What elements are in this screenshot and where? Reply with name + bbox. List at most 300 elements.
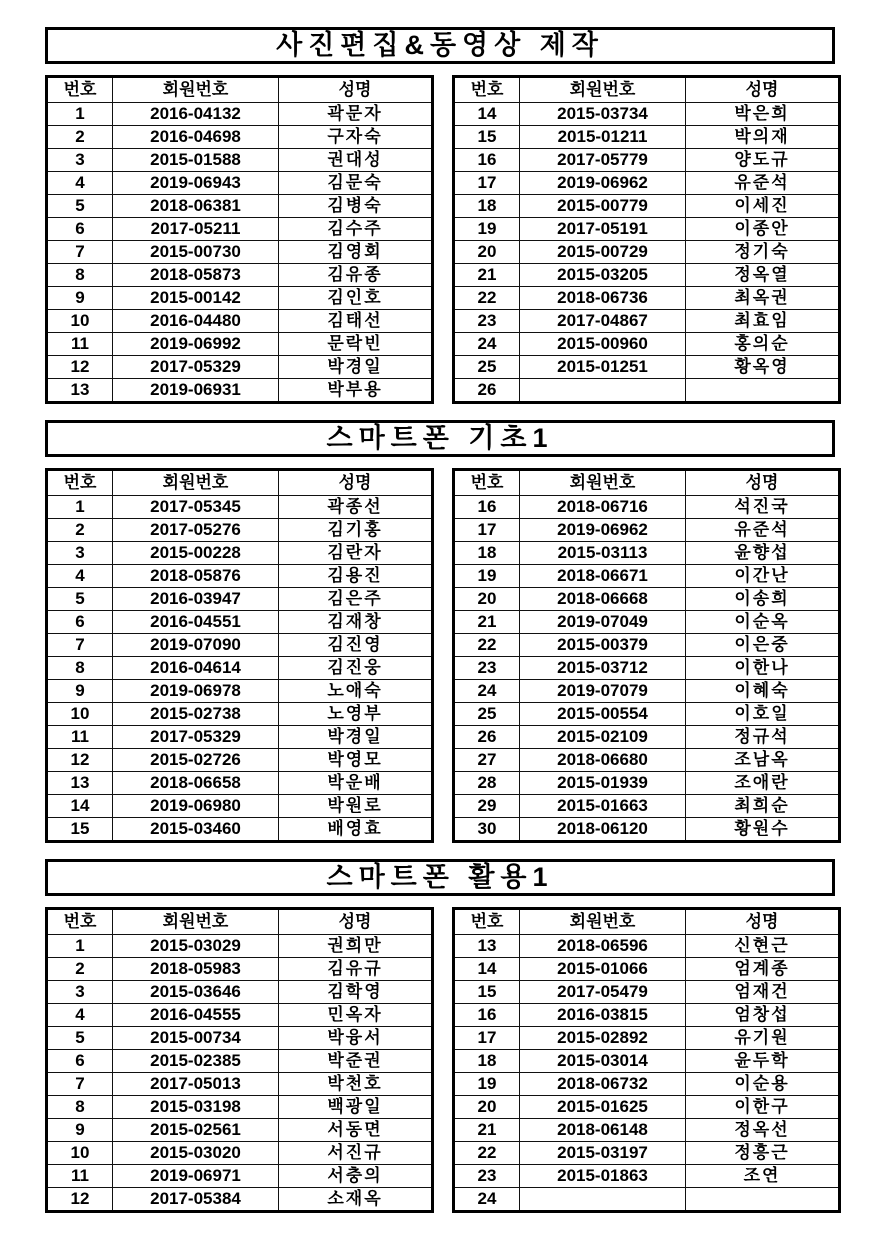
member-index-cell: 8 <box>47 1096 113 1119</box>
member-name-cell: 박천호 <box>279 1073 433 1096</box>
member-id-cell: 2019-06980 <box>113 795 279 818</box>
table-row <box>454 1004 840 1027</box>
member-name-cell: 이한구 <box>686 1096 840 1119</box>
table-row <box>454 657 840 680</box>
column-header: 성명 <box>686 470 840 496</box>
member-index-cell: 15 <box>454 981 520 1004</box>
course-section-smartphone-advanced <box>45 859 835 1213</box>
table-row <box>454 218 840 241</box>
member-index-cell: 11 <box>47 333 113 356</box>
member-id-cell: 2015-03205 <box>520 264 686 287</box>
member-index-cell: 9 <box>47 287 113 310</box>
member-index-cell: 4 <box>47 565 113 588</box>
table-row <box>454 935 840 958</box>
roster-table-left <box>45 907 434 1213</box>
member-index-cell: 19 <box>454 565 520 588</box>
member-index-cell: 12 <box>47 749 113 772</box>
member-id-cell: 2016-03815 <box>520 1004 686 1027</box>
table-row <box>454 795 840 818</box>
member-id-cell: 2017-05384 <box>113 1188 279 1212</box>
member-index-cell: 1 <box>47 496 113 519</box>
member-name-cell: 이은중 <box>686 634 840 657</box>
member-id-cell: 2019-06962 <box>520 519 686 542</box>
member-name-cell: 정옥선 <box>686 1119 840 1142</box>
member-id-cell: 2018-06732 <box>520 1073 686 1096</box>
member-name-cell: 최희순 <box>686 795 840 818</box>
member-name-cell: 김진영 <box>279 634 433 657</box>
member-index-cell: 20 <box>454 1096 520 1119</box>
table-row <box>454 588 840 611</box>
member-index-cell: 10 <box>47 703 113 726</box>
member-name-cell <box>686 379 840 403</box>
column-header: 회원번호 <box>113 77 279 103</box>
member-index-cell: 7 <box>47 634 113 657</box>
table-row <box>454 772 840 795</box>
member-id-cell <box>520 1188 686 1212</box>
member-id-cell: 2018-06120 <box>520 818 686 842</box>
header-row <box>47 909 433 935</box>
member-id-cell: 2018-06658 <box>113 772 279 795</box>
member-index-cell: 26 <box>454 726 520 749</box>
table-row <box>47 981 433 1004</box>
member-name-cell: 문락빈 <box>279 333 433 356</box>
member-id-cell: 2017-05329 <box>113 356 279 379</box>
member-id-cell: 2015-02892 <box>520 1027 686 1050</box>
member-id-cell: 2015-03113 <box>520 542 686 565</box>
member-name-cell: 김병숙 <box>279 195 433 218</box>
column-header: 번호 <box>454 909 520 935</box>
table-row <box>454 1119 840 1142</box>
table-row <box>47 1096 433 1119</box>
member-id-cell: 2015-02561 <box>113 1119 279 1142</box>
member-id-cell: 2019-07079 <box>520 680 686 703</box>
member-name-cell: 양도규 <box>686 149 840 172</box>
table-row <box>454 356 840 379</box>
member-index-cell: 30 <box>454 818 520 842</box>
member-name-cell <box>686 1188 840 1212</box>
member-index-cell: 11 <box>47 726 113 749</box>
table-row <box>47 1027 433 1050</box>
member-id-cell: 2015-00729 <box>520 241 686 264</box>
table-row <box>454 519 840 542</box>
member-index-cell: 13 <box>47 379 113 403</box>
column-header: 번호 <box>454 470 520 496</box>
header-row <box>47 77 433 103</box>
member-id-cell: 2018-05983 <box>113 958 279 981</box>
member-name-cell: 윤두학 <box>686 1050 840 1073</box>
member-name-cell: 박경일 <box>279 356 433 379</box>
column-header: 회원번호 <box>520 470 686 496</box>
member-name-cell: 박원로 <box>279 795 433 818</box>
column-header: 회원번호 <box>520 77 686 103</box>
member-index-cell: 5 <box>47 588 113 611</box>
member-name-cell: 박은희 <box>686 103 840 126</box>
member-name-cell: 조애란 <box>686 772 840 795</box>
table-row <box>454 287 840 310</box>
table-row <box>454 749 840 772</box>
table-row <box>47 634 433 657</box>
member-index-cell: 16 <box>454 496 520 519</box>
member-index-cell: 14 <box>47 795 113 818</box>
member-name-cell: 신현근 <box>686 935 840 958</box>
member-id-cell: 2019-07090 <box>113 634 279 657</box>
member-name-cell: 김기홍 <box>279 519 433 542</box>
member-name-cell: 서충의 <box>279 1165 433 1188</box>
member-id-cell: 2018-05873 <box>113 264 279 287</box>
member-id-cell: 2016-04555 <box>113 1004 279 1027</box>
table-row <box>47 287 433 310</box>
member-index-cell: 17 <box>454 1027 520 1050</box>
table-row <box>47 1004 433 1027</box>
member-name-cell: 유준석 <box>686 172 840 195</box>
member-name-cell: 이호일 <box>686 703 840 726</box>
table-row <box>454 1096 840 1119</box>
member-id-cell: 2015-03014 <box>520 1050 686 1073</box>
roster-table-left <box>45 468 434 843</box>
member-id-cell: 2019-06978 <box>113 680 279 703</box>
member-name-cell: 정흥근 <box>686 1142 840 1165</box>
table-row <box>454 958 840 981</box>
member-name-cell: 엄창섭 <box>686 1004 840 1027</box>
member-index-cell: 14 <box>454 958 520 981</box>
column-header: 번호 <box>47 909 113 935</box>
member-index-cell: 28 <box>454 772 520 795</box>
member-index-cell: 12 <box>47 356 113 379</box>
member-index-cell: 13 <box>454 935 520 958</box>
member-name-cell: 김용진 <box>279 565 433 588</box>
member-index-cell: 22 <box>454 287 520 310</box>
table-row <box>47 496 433 519</box>
member-index-cell: 25 <box>454 703 520 726</box>
member-id-cell: 2015-00730 <box>113 241 279 264</box>
member-name-cell: 김진웅 <box>279 657 433 680</box>
member-name-cell: 노영부 <box>279 703 433 726</box>
member-index-cell: 21 <box>454 611 520 634</box>
table-row <box>454 1165 840 1188</box>
table-row <box>454 1142 840 1165</box>
member-name-cell: 박운배 <box>279 772 433 795</box>
member-name-cell: 이순옥 <box>686 611 840 634</box>
table-row <box>47 1142 433 1165</box>
member-index-cell: 25 <box>454 356 520 379</box>
member-name-cell: 홍의순 <box>686 333 840 356</box>
member-name-cell: 조연 <box>686 1165 840 1188</box>
member-name-cell: 김영회 <box>279 241 433 264</box>
course-section-smartphone-basic <box>45 420 835 843</box>
member-index-cell: 24 <box>454 1188 520 1212</box>
table-row <box>454 333 840 356</box>
member-id-cell: 2015-01211 <box>520 126 686 149</box>
course-title: 스마트폰 기초1 <box>45 420 835 457</box>
table-row <box>454 149 840 172</box>
member-name-cell: 김태선 <box>279 310 433 333</box>
member-index-cell: 2 <box>47 519 113 542</box>
table-row <box>454 126 840 149</box>
member-index-cell: 6 <box>47 218 113 241</box>
member-index-cell: 17 <box>454 519 520 542</box>
member-name-cell: 배영효 <box>279 818 433 842</box>
member-index-cell: 23 <box>454 657 520 680</box>
member-id-cell: 2015-00960 <box>520 333 686 356</box>
table-row <box>454 172 840 195</box>
member-name-cell: 김유규 <box>279 958 433 981</box>
member-name-cell: 석진국 <box>686 496 840 519</box>
member-name-cell: 김수주 <box>279 218 433 241</box>
table-row <box>47 818 433 842</box>
member-id-cell: 2016-04551 <box>113 611 279 634</box>
member-index-cell: 23 <box>454 310 520 333</box>
roster-tables <box>45 75 835 404</box>
table-row <box>47 680 433 703</box>
member-index-cell: 5 <box>47 1027 113 1050</box>
column-header: 성명 <box>686 909 840 935</box>
column-header: 성명 <box>279 470 433 496</box>
table-row <box>47 1188 433 1212</box>
member-name-cell: 구자숙 <box>279 126 433 149</box>
table-row <box>47 1073 433 1096</box>
member-name-cell: 박경일 <box>279 726 433 749</box>
member-name-cell: 유준석 <box>686 519 840 542</box>
member-id-cell: 2015-03460 <box>113 818 279 842</box>
table-row <box>47 241 433 264</box>
table-row <box>47 218 433 241</box>
member-id-cell: 2015-03197 <box>520 1142 686 1165</box>
member-id-cell: 2017-05345 <box>113 496 279 519</box>
member-id-cell: 2016-04480 <box>113 310 279 333</box>
member-name-cell: 노애숙 <box>279 680 433 703</box>
table-row <box>454 703 840 726</box>
member-name-cell: 김학영 <box>279 981 433 1004</box>
table-row <box>47 542 433 565</box>
member-name-cell: 서진규 <box>279 1142 433 1165</box>
member-index-cell: 4 <box>47 1004 113 1027</box>
table-row <box>454 1188 840 1212</box>
member-id-cell: 2018-06716 <box>520 496 686 519</box>
table-row <box>47 195 433 218</box>
member-name-cell: 최효임 <box>686 310 840 333</box>
member-index-cell: 9 <box>47 1119 113 1142</box>
member-id-cell: 2016-04614 <box>113 657 279 680</box>
member-name-cell: 이종안 <box>686 218 840 241</box>
table-row <box>47 379 433 403</box>
member-name-cell: 이세진 <box>686 195 840 218</box>
table-row <box>47 726 433 749</box>
member-index-cell: 6 <box>47 611 113 634</box>
member-index-cell: 6 <box>47 1050 113 1073</box>
member-id-cell: 2016-04698 <box>113 126 279 149</box>
member-id-cell <box>520 379 686 403</box>
member-name-cell: 서동면 <box>279 1119 433 1142</box>
member-name-cell: 김재창 <box>279 611 433 634</box>
member-name-cell: 박준권 <box>279 1050 433 1073</box>
member-name-cell: 소재옥 <box>279 1188 433 1212</box>
header-row <box>47 470 433 496</box>
table-row <box>454 195 840 218</box>
table-row <box>47 310 433 333</box>
member-name-cell: 권희만 <box>279 935 433 958</box>
member-id-cell: 2015-01939 <box>520 772 686 795</box>
member-id-cell: 2017-04867 <box>520 310 686 333</box>
header-row <box>454 909 840 935</box>
table-row <box>454 1050 840 1073</box>
table-row <box>454 310 840 333</box>
table-row <box>454 634 840 657</box>
member-index-cell: 24 <box>454 333 520 356</box>
member-index-cell: 13 <box>47 772 113 795</box>
member-index-cell: 21 <box>454 264 520 287</box>
column-header: 성명 <box>279 77 433 103</box>
member-name-cell: 이한나 <box>686 657 840 680</box>
member-id-cell: 2015-01625 <box>520 1096 686 1119</box>
roster-table-right <box>452 75 841 404</box>
member-index-cell: 1 <box>47 935 113 958</box>
member-id-cell: 2015-03646 <box>113 981 279 1004</box>
member-id-cell: 2015-01863 <box>520 1165 686 1188</box>
member-id-cell: 2015-03029 <box>113 935 279 958</box>
member-index-cell: 18 <box>454 542 520 565</box>
member-id-cell: 2015-03198 <box>113 1096 279 1119</box>
table-row <box>47 264 433 287</box>
member-id-cell: 2015-02726 <box>113 749 279 772</box>
member-index-cell: 16 <box>454 149 520 172</box>
column-header: 번호 <box>47 77 113 103</box>
member-id-cell: 2017-05191 <box>520 218 686 241</box>
member-id-cell: 2015-02738 <box>113 703 279 726</box>
table-row <box>47 149 433 172</box>
member-id-cell: 2015-01663 <box>520 795 686 818</box>
table-row <box>47 611 433 634</box>
header-row <box>454 470 840 496</box>
member-id-cell: 2018-06671 <box>520 565 686 588</box>
table-row <box>47 103 433 126</box>
member-name-cell: 김란자 <box>279 542 433 565</box>
roster-table-right <box>452 468 841 843</box>
member-name-cell: 정옥열 <box>686 264 840 287</box>
column-header: 번호 <box>47 470 113 496</box>
member-name-cell: 황옥영 <box>686 356 840 379</box>
member-id-cell: 2017-05779 <box>520 149 686 172</box>
member-name-cell: 백광일 <box>279 1096 433 1119</box>
member-index-cell: 19 <box>454 1073 520 1096</box>
member-id-cell: 2019-07049 <box>520 611 686 634</box>
member-id-cell: 2015-00142 <box>113 287 279 310</box>
member-index-cell: 4 <box>47 172 113 195</box>
table-row <box>47 1050 433 1073</box>
header-row <box>454 77 840 103</box>
column-header: 번호 <box>454 77 520 103</box>
table-row <box>47 126 433 149</box>
member-index-cell: 29 <box>454 795 520 818</box>
member-name-cell: 이간난 <box>686 565 840 588</box>
member-index-cell: 10 <box>47 1142 113 1165</box>
column-header: 성명 <box>686 77 840 103</box>
member-id-cell: 2018-06596 <box>520 935 686 958</box>
member-name-cell: 조남옥 <box>686 749 840 772</box>
table-row <box>454 1073 840 1096</box>
table-row <box>47 172 433 195</box>
member-id-cell: 2016-03947 <box>113 588 279 611</box>
member-id-cell: 2015-00779 <box>520 195 686 218</box>
member-name-cell: 황원수 <box>686 818 840 842</box>
member-id-cell: 2015-03712 <box>520 657 686 680</box>
member-name-cell: 김유종 <box>279 264 433 287</box>
table-row <box>47 565 433 588</box>
column-header: 성명 <box>279 909 433 935</box>
member-name-cell: 김은주 <box>279 588 433 611</box>
member-id-cell: 2018-05876 <box>113 565 279 588</box>
member-index-cell: 2 <box>47 958 113 981</box>
member-name-cell: 정규석 <box>686 726 840 749</box>
member-index-cell: 18 <box>454 195 520 218</box>
member-name-cell: 김인호 <box>279 287 433 310</box>
member-index-cell: 27 <box>454 749 520 772</box>
member-id-cell: 2015-00228 <box>113 542 279 565</box>
member-name-cell: 권대성 <box>279 149 433 172</box>
table-row <box>47 356 433 379</box>
course-section-photo-video <box>45 27 835 404</box>
table-row <box>454 726 840 749</box>
member-id-cell: 2018-06381 <box>113 195 279 218</box>
member-id-cell: 2015-01251 <box>520 356 686 379</box>
member-index-cell: 14 <box>454 103 520 126</box>
member-id-cell: 2015-03020 <box>113 1142 279 1165</box>
member-id-cell: 2015-02385 <box>113 1050 279 1073</box>
member-id-cell: 2015-01066 <box>520 958 686 981</box>
table-row <box>454 379 840 403</box>
table-row <box>454 1027 840 1050</box>
table-row <box>47 657 433 680</box>
member-index-cell: 24 <box>454 680 520 703</box>
column-header: 회원번호 <box>113 470 279 496</box>
member-index-cell: 3 <box>47 149 113 172</box>
member-index-cell: 11 <box>47 1165 113 1188</box>
member-id-cell: 2019-06931 <box>113 379 279 403</box>
table-row <box>454 565 840 588</box>
table-row <box>454 981 840 1004</box>
member-id-cell: 2017-05211 <box>113 218 279 241</box>
member-name-cell: 박영모 <box>279 749 433 772</box>
table-row <box>47 749 433 772</box>
member-index-cell: 19 <box>454 218 520 241</box>
table-row <box>47 1119 433 1142</box>
member-id-cell: 2018-06680 <box>520 749 686 772</box>
member-id-cell: 2019-06943 <box>113 172 279 195</box>
course-title: 사진편집&동영상 제작 <box>45 27 835 64</box>
member-id-cell: 2015-02109 <box>520 726 686 749</box>
member-index-cell: 7 <box>47 1073 113 1096</box>
table-row <box>47 935 433 958</box>
table-row <box>47 1165 433 1188</box>
table-row <box>454 680 840 703</box>
member-index-cell: 8 <box>47 657 113 680</box>
member-index-cell: 22 <box>454 634 520 657</box>
table-row <box>454 611 840 634</box>
member-id-cell: 2017-05479 <box>520 981 686 1004</box>
member-id-cell: 2015-00554 <box>520 703 686 726</box>
member-index-cell: 8 <box>47 264 113 287</box>
member-name-cell: 이송희 <box>686 588 840 611</box>
member-index-cell: 26 <box>454 379 520 403</box>
table-row <box>454 264 840 287</box>
roster-tables <box>45 468 835 843</box>
member-id-cell: 2019-06992 <box>113 333 279 356</box>
member-name-cell: 유기원 <box>686 1027 840 1050</box>
member-index-cell: 5 <box>47 195 113 218</box>
table-row <box>47 703 433 726</box>
table-row <box>454 542 840 565</box>
member-index-cell: 12 <box>47 1188 113 1212</box>
member-index-cell: 20 <box>454 588 520 611</box>
